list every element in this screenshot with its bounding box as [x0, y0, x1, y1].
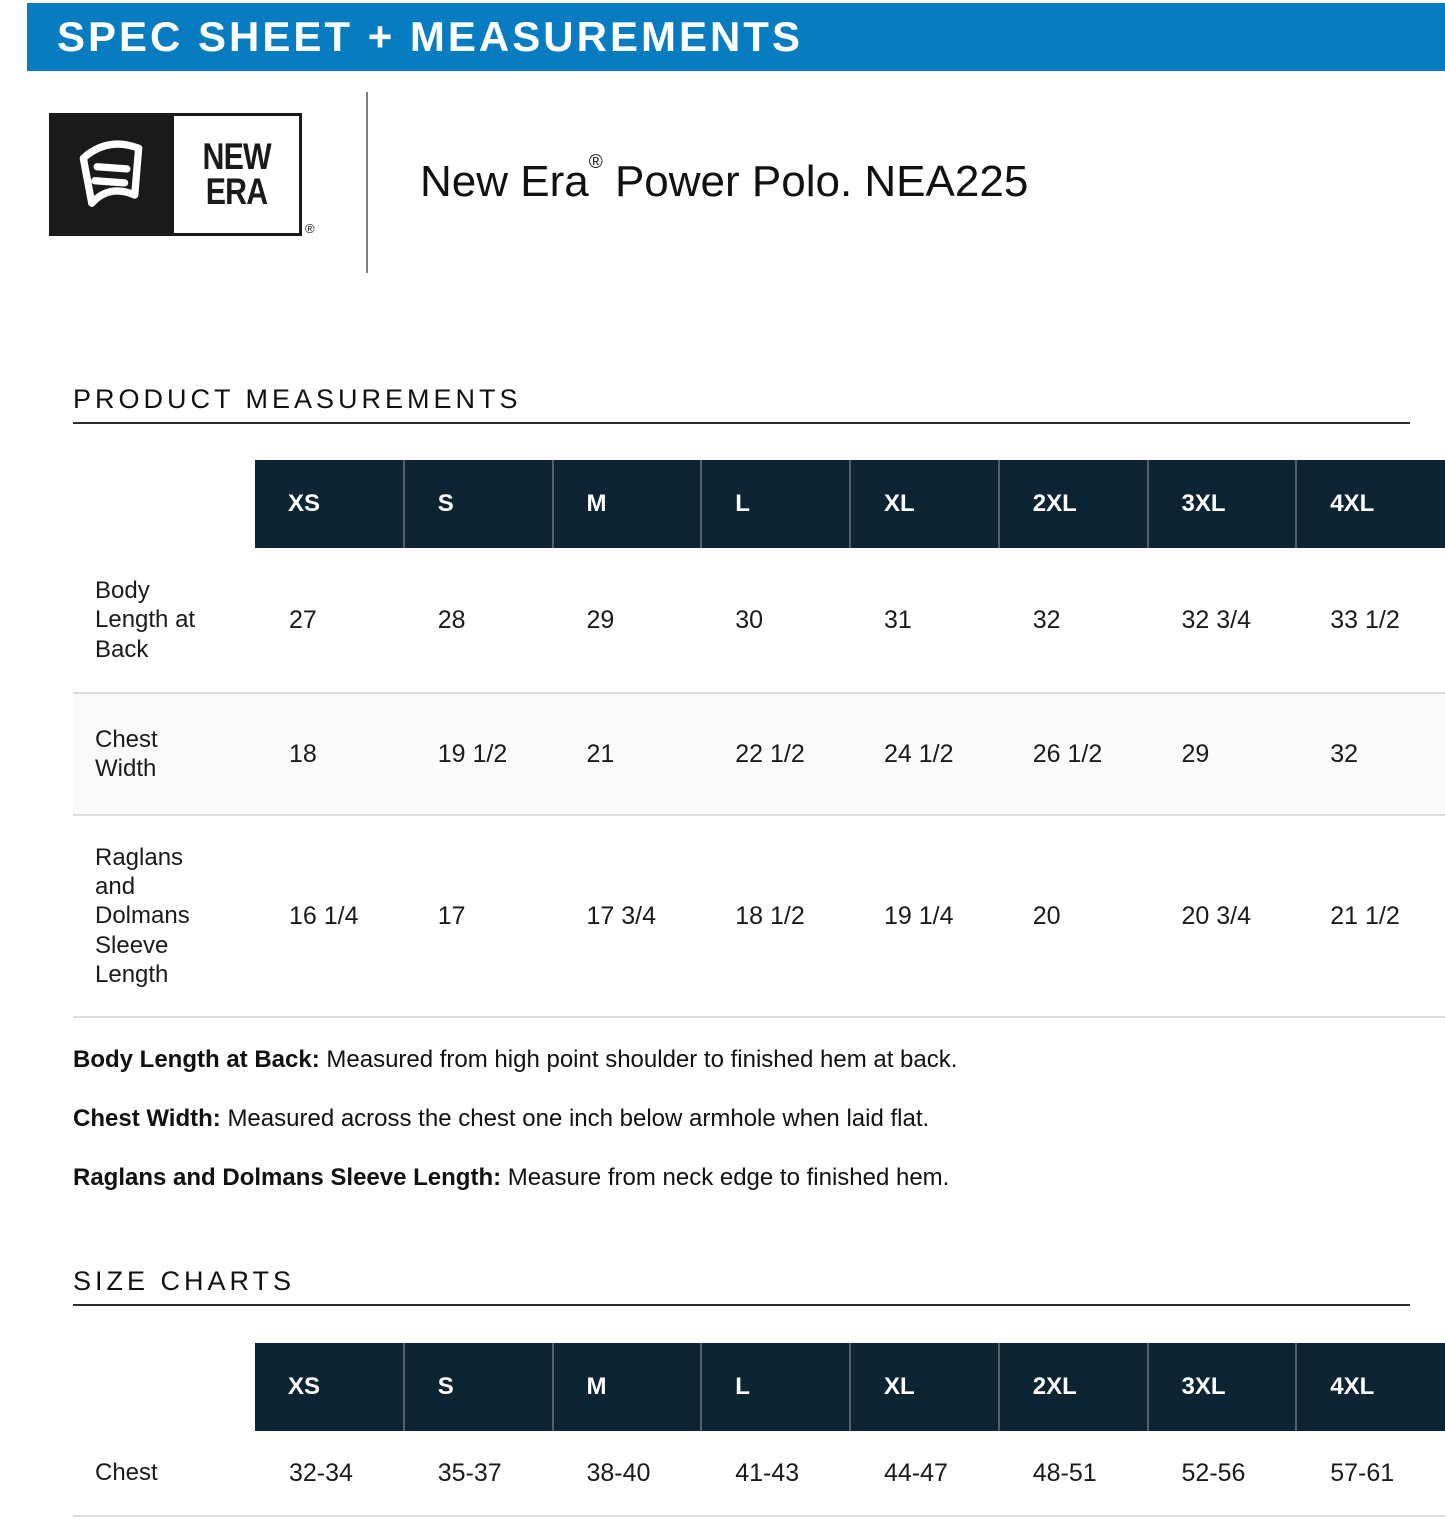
product-measurements-table: [73, 460, 1445, 1018]
measurement-value: 18: [289, 739, 317, 768]
measurement-row: [73, 1431, 1445, 1516]
spec-sheet-banner: [27, 3, 1445, 71]
measurement-value: 29: [586, 605, 615, 634]
row-label: Raglans and Dolmans Sleeve Length: [95, 843, 190, 988]
size-charts-heading: SIZE CHARTS: [73, 1266, 1410, 1306]
measurement-value: 35-37: [437, 1458, 502, 1487]
measurement-value: 17: [437, 901, 466, 930]
measurement-value: 24 1/2: [884, 739, 954, 768]
size-column-header: 2XL: [999, 1343, 1148, 1431]
measurement-notes: [73, 1046, 1173, 1222]
size-column-header: XL: [850, 460, 999, 548]
size-column-header: M: [553, 460, 702, 548]
measurement-note: [73, 1164, 1173, 1193]
table-corner-cell: [73, 460, 255, 548]
measurement-note: [73, 1105, 1173, 1134]
measurement-value: 48-51: [1032, 1458, 1097, 1487]
measurement-note: [73, 1046, 1173, 1075]
logo-word-era: ERA: [205, 170, 268, 212]
measurement-value: 18 1/2: [735, 901, 805, 930]
banner-title: SPEC SHEET + MEASUREMENTS: [57, 13, 803, 60]
size-column-header: L: [701, 460, 850, 548]
note-term: Chest Width:: [73, 1104, 221, 1132]
note-definition: Measured from high point shoulder to finished hem at back.: [326, 1046, 958, 1073]
measurement-row: [73, 548, 1445, 693]
note-term: Body Length at Back:: [73, 1046, 320, 1073]
size-column-header: S: [404, 1343, 553, 1431]
size-column-header: M: [553, 1343, 702, 1431]
measurement-value: 38-40: [586, 1458, 651, 1487]
measurement-value: 19 1/2: [437, 739, 508, 768]
measurement-value: 21: [586, 739, 615, 768]
measurement-row: [73, 693, 1445, 815]
measurement-row: [73, 815, 1445, 1017]
new-era-flag-panel: [52, 116, 174, 233]
new-era-wordmark: [174, 116, 299, 233]
measurement-value: 44-47: [884, 1458, 948, 1487]
product-title-brand: New Era: [420, 157, 589, 206]
measurement-value: 32 3/4: [1181, 605, 1252, 634]
size-column-header: XL: [850, 1343, 999, 1431]
logo-word-new: NEW: [202, 136, 271, 178]
measurement-value: 32: [1330, 739, 1359, 768]
measurement-value: 29: [1181, 739, 1210, 768]
registered-trademark-icon: ®: [588, 152, 603, 173]
table-corner-cell: [73, 1343, 255, 1431]
measurement-value: 52-56: [1181, 1458, 1246, 1487]
measurement-value: 33 1/2: [1330, 605, 1400, 634]
new-era-flag-icon: [61, 123, 165, 227]
measurement-value: 32-34: [289, 1458, 353, 1487]
size-column-header: XS: [255, 460, 404, 548]
size-column-header: S: [404, 460, 553, 548]
size-column-header: 4XL: [1296, 460, 1445, 548]
measurement-value: 27: [289, 605, 317, 634]
row-label: Chest Width: [95, 725, 158, 782]
measurement-value: 31: [884, 605, 912, 634]
measurement-value: 21 1/2: [1330, 901, 1400, 930]
measurement-value: 20 3/4: [1181, 901, 1252, 930]
logo-registered-mark: ®: [305, 221, 315, 236]
measurement-value: 16 1/4: [289, 901, 359, 930]
measurement-value: 41-43: [735, 1458, 800, 1487]
note-definition: Measured across the chest one inch below armhole when laid flat.: [227, 1104, 930, 1132]
size-column-header: 2XL: [999, 460, 1148, 548]
new-era-logo: [49, 113, 302, 236]
size-column-header: XS: [255, 1343, 404, 1431]
row-label: Chest: [95, 1459, 158, 1487]
measurement-value: 22 1/2: [735, 739, 805, 768]
size-column-header: 3XL: [1148, 1343, 1297, 1431]
measurement-value: 28: [437, 605, 466, 634]
size-column-header: 3XL: [1148, 460, 1297, 548]
measurement-value: 30: [735, 605, 764, 634]
measurement-value: 20: [1032, 901, 1061, 930]
note-term: Raglans and Dolmans Sleeve Length:: [73, 1163, 502, 1191]
product-title-name: Power Polo. NEA225: [614, 157, 1029, 206]
measurement-value: 57-61: [1330, 1458, 1395, 1487]
measurement-value: 32: [1032, 605, 1061, 634]
measurement-value: 19 1/4: [884, 901, 954, 930]
size-header-row: [73, 1343, 1445, 1431]
note-definition: Measure from neck edge to finished hem.: [507, 1163, 950, 1191]
row-label: Body Length at Back: [95, 577, 196, 663]
product-measurements-heading: PRODUCT MEASUREMENTS: [73, 384, 1410, 424]
product-title: [420, 152, 1028, 207]
size-column-header: 4XL: [1296, 1343, 1445, 1431]
size-charts-table: [73, 1343, 1445, 1517]
size-header-row: [73, 460, 1445, 548]
header-divider: [366, 92, 368, 273]
measurement-value: 17 3/4: [586, 901, 657, 930]
measurement-value: 26 1/2: [1032, 739, 1103, 768]
size-column-header: L: [701, 1343, 850, 1431]
